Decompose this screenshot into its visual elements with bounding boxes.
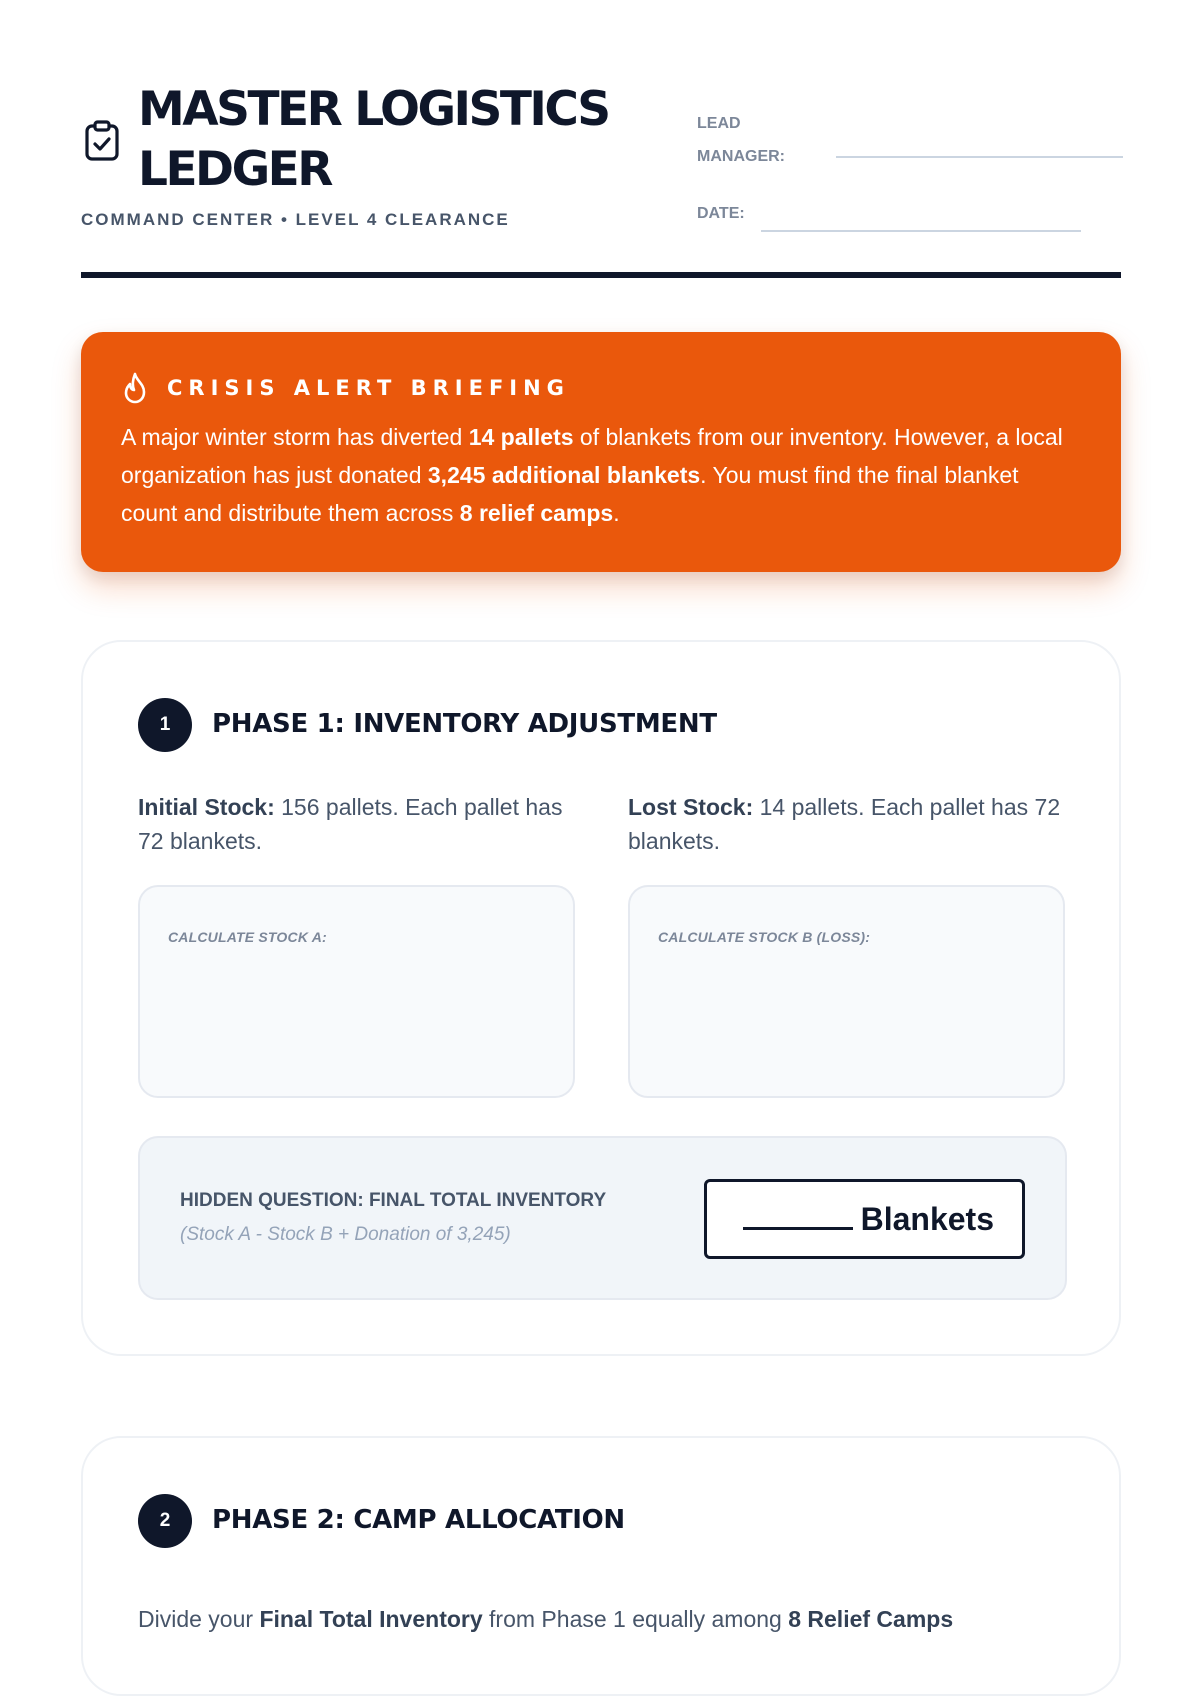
phase-2-text-2: from Phase 1 equally among xyxy=(482,1606,789,1632)
phase-1-number-badge: 1 xyxy=(138,698,192,752)
initial-stock-text: 156 pallets. Each pallet has 72 blankets. xyxy=(138,794,563,854)
page-subtitle: COMMAND CENTER • LEVEL 4 CLEARANCE xyxy=(81,210,510,229)
answer-unit: Blankets xyxy=(860,1200,994,1237)
lead-manager-label-line1: LEAD xyxy=(697,115,741,132)
alert-text-1: A major winter storm has diverted xyxy=(121,424,469,450)
crisis-alert-briefing xyxy=(81,332,1121,572)
page-title: MASTER LOGISTICS LEDGER xyxy=(138,82,609,197)
phase-2-title: PHASE 2: CAMP ALLOCATION xyxy=(212,1505,625,1535)
date-label: DATE: xyxy=(697,205,745,222)
alert-body xyxy=(121,418,1081,532)
final-inventory-answer-box[interactable] xyxy=(704,1179,1025,1259)
lead-manager-field[interactable] xyxy=(836,156,1123,158)
alert-highlight-camps: 8 relief camps xyxy=(459,500,614,526)
alert-text-3: . You must find the final blanket count and distribute them across xyxy=(121,462,1019,526)
phase-2-highlight-inventory: Final Total Inventory xyxy=(259,1606,483,1632)
phase-1-title: PHASE 1: INVENTORY ADJUSTMENT xyxy=(212,709,717,739)
phase-2-text-1: Divide your xyxy=(138,1606,260,1632)
phase-2-highlight-camps: 8 Relief Camps xyxy=(788,1606,954,1632)
lost-stock-description xyxy=(628,790,1068,858)
alert-highlight-donation: 3,245 additional blankets xyxy=(427,462,701,488)
lost-stock-text: 14 pallets. Each pallet has 72 blankets. xyxy=(628,794,1061,854)
hidden-question-label: HIDDEN QUESTION: FINAL TOTAL INVENTORY xyxy=(180,1190,607,1211)
date-field[interactable] xyxy=(761,230,1081,232)
alert-text-2: of blankets from our inventory. However, a local organization has just donated xyxy=(121,424,1063,488)
phase-1-card xyxy=(81,640,1121,1356)
ledger-header xyxy=(81,80,1121,278)
calculate-stock-b-box[interactable] xyxy=(628,885,1065,1098)
flame-icon xyxy=(121,372,149,404)
lost-stock-label: Lost Stock: xyxy=(628,794,754,820)
hidden-question-formula: (Stock A - Stock B + Donation of 3,245) xyxy=(180,1224,511,1245)
calculate-stock-a-label: CALCULATE STOCK A: xyxy=(168,929,327,945)
phase-2-description xyxy=(138,1606,953,1633)
phase-2-card xyxy=(81,1436,1121,1696)
initial-stock-label: Initial Stock: xyxy=(138,794,275,820)
alert-title: CRISIS ALERT BRIEFING xyxy=(167,376,570,400)
alert-highlight-pallets: 14 pallets xyxy=(468,424,574,450)
calculate-stock-a-box[interactable] xyxy=(138,885,575,1098)
phase-2-number-badge: 2 xyxy=(138,1494,192,1548)
answer-blank[interactable] xyxy=(743,1208,853,1230)
clipboard-check-icon xyxy=(84,120,120,162)
calculate-stock-b-label: CALCULATE STOCK B (LOSS): xyxy=(658,929,871,945)
alert-text-4: . xyxy=(613,500,620,526)
initial-stock-description xyxy=(138,790,578,858)
lead-manager-label-line2: MANAGER: xyxy=(697,148,785,165)
hidden-question-panel xyxy=(138,1136,1067,1300)
